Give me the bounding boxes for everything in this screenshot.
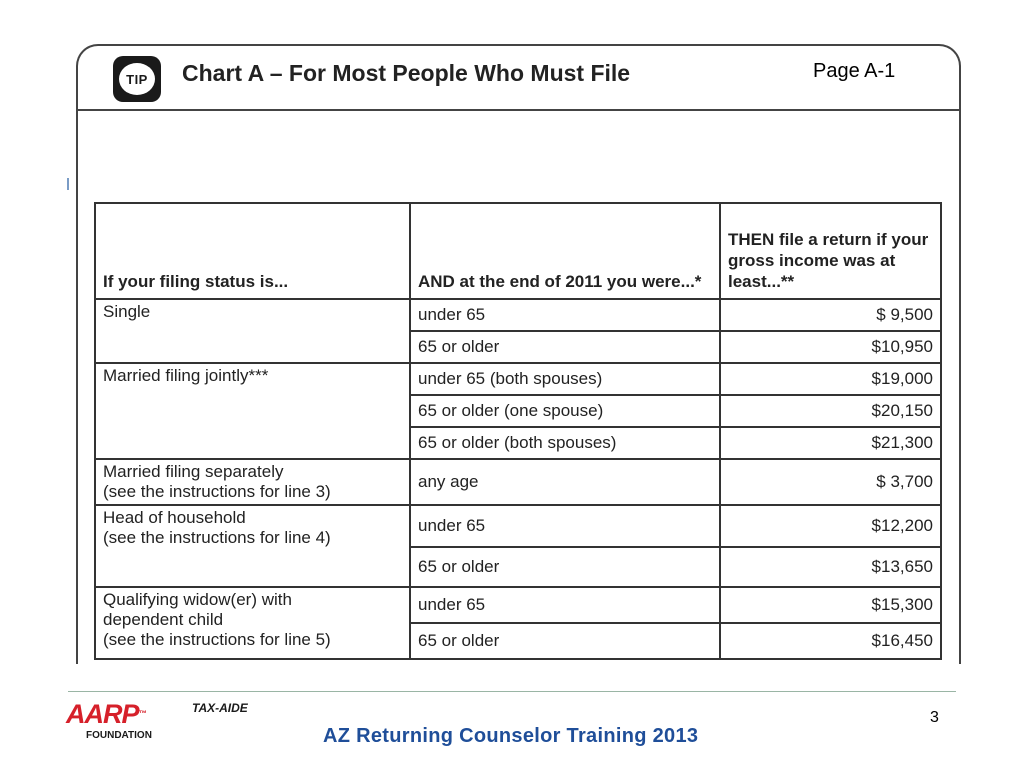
age-cell: under 65 (410, 587, 720, 623)
footer-title: AZ Returning Counselor Training 2013 (323, 725, 699, 747)
age-cell: any age (410, 459, 720, 505)
age-cell: 65 or older (410, 547, 720, 587)
status-married-separately: Married filing separately (see the instructions for line 3) (95, 459, 410, 505)
amount-cell: $10,950 (720, 331, 941, 363)
amount-cell: $ 9,500 (720, 299, 941, 331)
stray-mark (67, 178, 69, 190)
tip-icon (113, 56, 161, 102)
amount-cell: $16,450 (720, 623, 941, 659)
age-cell: 65 or older (both spouses) (410, 427, 720, 459)
aarp-foundation-logo (66, 700, 152, 741)
footer-divider (68, 691, 956, 692)
status-single: Single (95, 299, 410, 363)
aarp-foundation-label: FOUNDATION (86, 730, 152, 741)
amount-cell: $12,200 (720, 505, 941, 547)
age-cell: under 65 (410, 505, 720, 547)
header-gross-income: THEN file a return if your gross income was at least...** (720, 203, 941, 299)
amount-cell: $ 3,700 (720, 459, 941, 505)
age-cell: under 65 (410, 299, 720, 331)
table-row (95, 505, 941, 547)
table-row (95, 363, 941, 395)
age-cell: 65 or older (410, 623, 720, 659)
amount-cell: $15,300 (720, 587, 941, 623)
aarp-logo-text: AARP (66, 699, 139, 729)
status-head-of-household: Head of household (see the instructions for line 4) (95, 505, 410, 587)
chart-title: Chart A – For Most People Who Must File (182, 60, 631, 86)
amount-cell: $19,000 (720, 363, 941, 395)
status-qualifying-widower: Qualifying widow(er) with dependent child (see the instructions for line 5) (95, 587, 410, 659)
tip-label: TIP (119, 63, 155, 95)
table-row (95, 587, 941, 623)
age-cell: under 65 (both spouses) (410, 363, 720, 395)
header-divider (76, 109, 961, 111)
header-age: AND at the end of 2011 you were...* (410, 203, 720, 299)
page-reference: Page A-1 (813, 60, 896, 82)
amount-cell: $13,650 (720, 547, 941, 587)
tax-aide-label: TAX-AIDE (192, 701, 248, 715)
amount-cell: $21,300 (720, 427, 941, 459)
status-married-jointly: Married filing jointly*** (95, 363, 410, 459)
table-row (95, 299, 941, 331)
amount-cell: $20,150 (720, 395, 941, 427)
header-filing-status: If your filing status is... (95, 203, 410, 299)
table-row (95, 459, 941, 505)
age-cell: 65 or older (one spouse) (410, 395, 720, 427)
table-header-row (95, 203, 941, 299)
aarp-logo-tm: ™ (138, 709, 146, 718)
slide-number: 3 (930, 709, 939, 726)
filing-requirements-table (94, 202, 942, 660)
age-cell: 65 or older (410, 331, 720, 363)
aarp-logo-wordmark (66, 700, 152, 728)
